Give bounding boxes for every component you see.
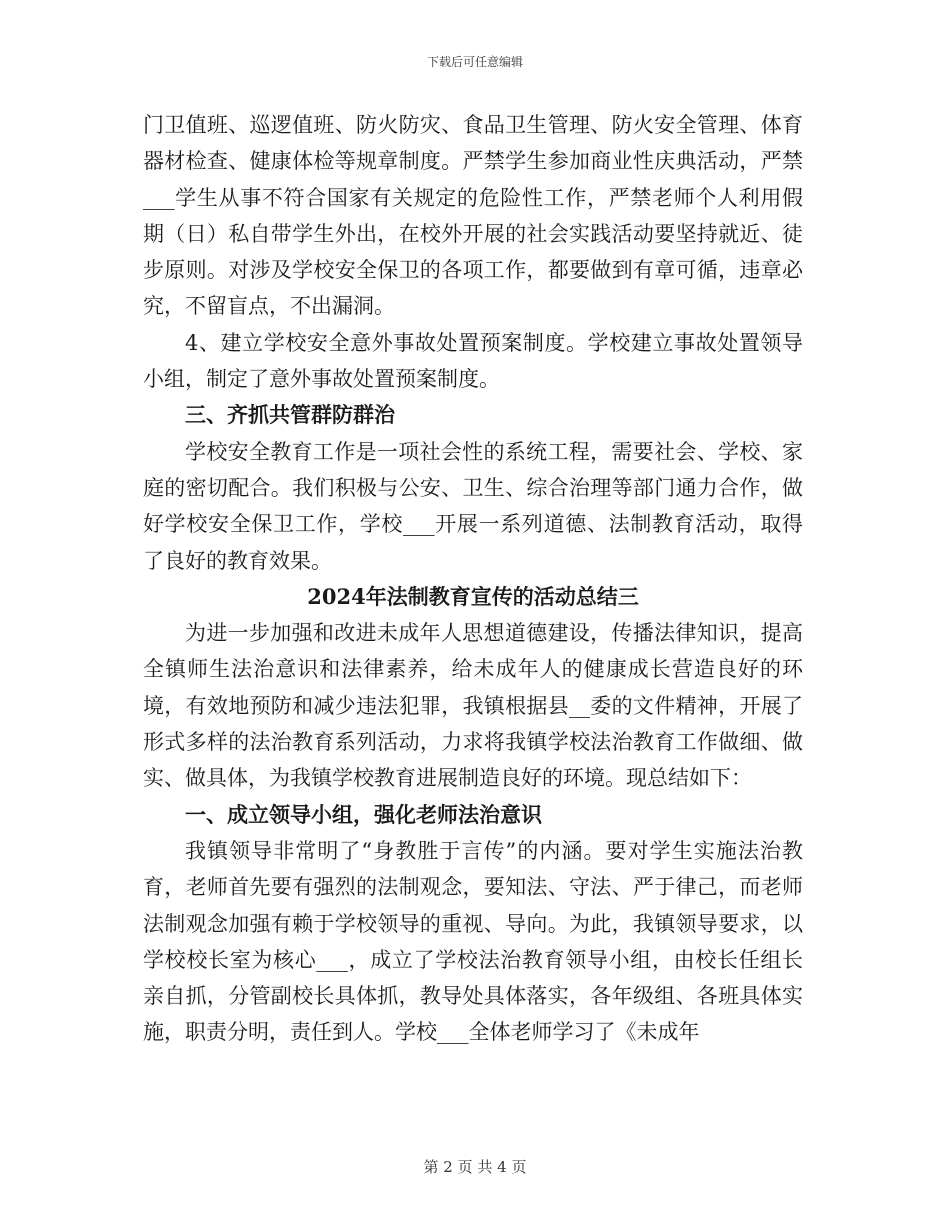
document-title: 2024年法制教育宣传的活动总结三 — [307, 583, 639, 609]
page-header: 下载后可任意编辑 — [426, 55, 523, 69]
section-heading: 一、成立领导小组，强化老师法治意识 — [185, 801, 542, 827]
paragraph: 我镇领导非常明了“身教胜于言传”的内涵。要对学生实施法治教育，老师首先要有强烈的法制观念，要知法、守法、严于律己，而老师法制观念加强有赖于学校领导的重视、导向。为此，我镇领导要求，以学校校长室为核心___，成立了学校法治教育领导小组，由校长任组长亲自抓，分管副校长具体抓，教导处具体落实，各年级组、各班具体实施，职责分明，责任到人。学校___全体老师学习了《未成年 — [143, 838, 803, 1045]
section-heading: 三、齐抓共管群防群治 — [185, 402, 395, 428]
paragraph: 4、建立学校安全意外事故处置预案制度。学校建立事故处置领导小组，制定了意外事故处置预案制度。 — [143, 330, 803, 392]
paragraph: 学校安全教育工作是一项社会性的系统工程，需要社会、学校、家庭的密切配合。我们积极与公安、卫生、综合治理等部门通力合作，做好学校安全保卫工作，学校___开展一系列道德、法制教育活动，取得了良好的教育效果。 — [143, 439, 803, 573]
paragraph: 门卫值班、巡逻值班、防火防灾、食品卫生管理、防火安全管理、体育器材检查、健康体检等规章制度。严禁学生参加商业性庆典活动，严禁___学生从事不符合国家有关规定的危险性工作，严禁老师个人利用假期（日）私自带学生外出，在校外开展的社会实践活动要坚持就近、徒步原则。对涉及学校安全保卫的各项工作，都要做到有章可循，违章必究，不留盲点，不出漏洞。 — [143, 113, 803, 319]
document-body — [143, 107, 803, 1051]
page-footer: 第 2 页 共 4 页 — [423, 1158, 527, 1176]
paragraph: 为进一步加强和改进未成年人思想道德建设，传播法律知识，提高全镇师生法治意识和法律素养，给未成年人的健康成长营造良好的环境，有效地预防和减少违法犯罪，我镇根据县__委的文件精神，开展了形式多样的法治教育系列活动，力求将我镇学校法治教育工作做细、做实、做具体，为我镇学校教育进展制造良好的环境。现总结如下： — [143, 621, 803, 791]
